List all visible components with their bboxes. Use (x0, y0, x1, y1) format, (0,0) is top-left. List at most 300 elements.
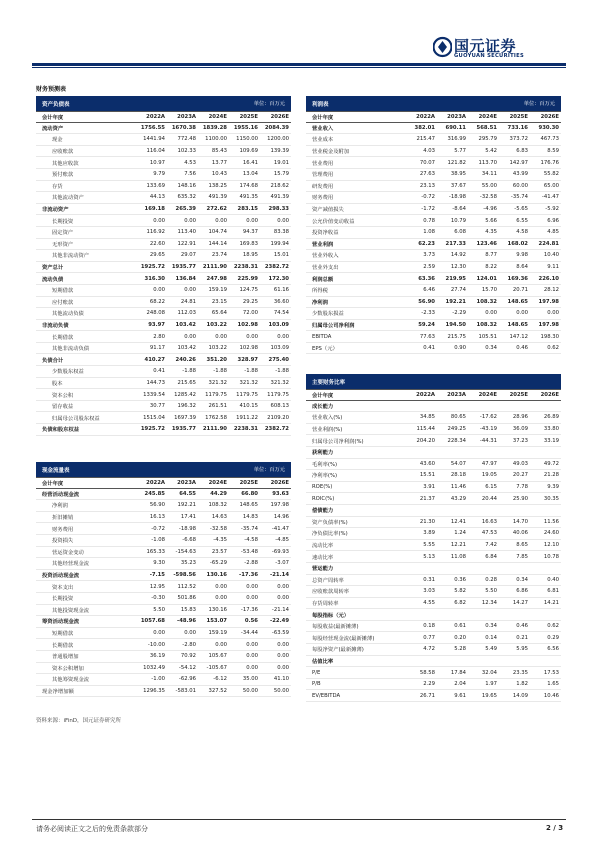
cell-value: 47.97 (481, 460, 497, 467)
cell-value: 103.22 (206, 321, 227, 328)
table-row (36, 343, 291, 355)
table-row (306, 424, 561, 436)
table-row (306, 146, 561, 158)
column-header: 2024E (478, 391, 497, 398)
table-row (36, 412, 291, 424)
cell-value: -0.30 (151, 595, 165, 602)
cell-value: 1179.75 (236, 391, 258, 398)
cell-value: 1179.75 (205, 391, 227, 398)
cell-value: 1057.68 (140, 618, 165, 625)
cell-value: 272.62 (206, 206, 227, 213)
column-header: 2023A (447, 113, 466, 120)
cell-value: 0.40 (547, 576, 559, 583)
cell-value: 50.00 (242, 687, 258, 694)
footer-rule (32, 819, 566, 820)
cell-value: 261.51 (208, 403, 227, 410)
cell-value: 32.04 (481, 669, 497, 676)
cash-flow-table (36, 462, 291, 697)
table-row (306, 656, 561, 668)
table-row (36, 674, 291, 686)
cell-value: 5.95 (516, 646, 528, 653)
cell-value: 328.97 (237, 356, 258, 363)
row-label: 归属母公司股东权益 (52, 415, 100, 422)
row-label: 资产负债率(%) (312, 519, 348, 526)
cell-value: 0.00 (277, 595, 289, 602)
cell-value: 1179.75 (267, 391, 289, 398)
cell-value: 26.71 (419, 692, 435, 699)
cell-value: 10.46 (543, 692, 559, 699)
cell-value: 83.38 (273, 229, 289, 236)
cell-value: 0.00 (277, 641, 289, 648)
section-title: 财务预测表 (36, 86, 67, 93)
cell-value: 3.91 (423, 484, 435, 491)
table-row (306, 667, 561, 679)
cell-value: -1.88 (213, 368, 227, 375)
cell-value: 11.08 (450, 553, 466, 560)
cell-value: -21.14 (271, 606, 289, 613)
cell-value: 12.95 (149, 583, 165, 590)
cell-value: 124.75 (239, 287, 258, 294)
cell-value: 0.41 (153, 368, 165, 375)
cell-value: 249.25 (447, 426, 466, 433)
cell-value: -62.96 (178, 676, 196, 683)
cell-value: 10.43 (211, 171, 227, 178)
cell-value: 108.32 (476, 321, 497, 328)
cell-value: 0.00 (153, 287, 165, 294)
row-label: 负债和股东权益 (42, 427, 80, 434)
table-row (36, 512, 291, 524)
financial-ratio-table (306, 374, 561, 702)
cell-value: 2.59 (423, 264, 435, 271)
cell-value: 14.70 (512, 518, 528, 525)
cell-value: 1925.72 (140, 426, 165, 433)
column-header: 2022A (416, 391, 435, 398)
cell-value: 121.82 (447, 159, 466, 166)
table-row (306, 157, 561, 169)
cell-value: 21.28 (543, 472, 559, 479)
cell-value: 0.00 (547, 310, 559, 317)
cell-value: 64.55 (179, 490, 196, 497)
cell-value: 7.78 (516, 484, 528, 491)
cell-value: 327.52 (208, 687, 227, 694)
cell-value: 9.30 (153, 560, 165, 567)
row-label: 投资净收益 (312, 230, 339, 237)
cell-value: 194.50 (445, 321, 466, 328)
table-title: 现金流量表 (42, 467, 70, 474)
row-label: 营运资金变动 (52, 549, 84, 556)
cell-value: 2.29 (423, 681, 435, 688)
column-header: 2024E (208, 479, 227, 486)
row-label: 毛利率(%) (312, 461, 338, 468)
cell-value: 16.13 (149, 514, 165, 521)
cell-value: 124.01 (476, 275, 497, 282)
cell-value: 108.32 (208, 502, 227, 509)
row-label: 流动比率 (312, 543, 334, 550)
cell-value: 1935.77 (171, 426, 196, 433)
cell-value: -7.15 (149, 572, 165, 579)
cell-value: 0.00 (246, 595, 258, 602)
cell-value: 275.40 (268, 356, 289, 363)
row-label: 净利润 (312, 299, 328, 306)
cell-value: -6.68 (182, 537, 196, 544)
cell-value: 2382.72 (264, 426, 289, 433)
cell-value: 1100.00 (205, 136, 227, 143)
cell-value: 4.35 (485, 229, 497, 236)
table-title-bar (306, 374, 561, 389)
row-label: 其他投资现金流 (52, 607, 90, 614)
row-label: 其他流动资产 (52, 195, 84, 202)
table-row (306, 563, 561, 575)
table-row (36, 500, 291, 512)
cell-value: 116.92 (146, 229, 165, 236)
cell-value: -154.63 (175, 548, 196, 555)
cell-value: 103.22 (208, 345, 227, 352)
row-label: EBITDA (312, 333, 332, 340)
table-row (306, 517, 561, 529)
cell-value: -2.29 (452, 310, 466, 317)
cell-value: -43.19 (479, 426, 497, 433)
row-label: 研发费用 (312, 183, 334, 190)
cell-value: 72.00 (242, 310, 258, 317)
cell-value: 28.12 (543, 287, 559, 294)
cell-value: 218.62 (270, 182, 289, 189)
row-label: 营业外收入 (312, 253, 339, 260)
cell-value: 0.34 (516, 576, 528, 583)
cell-value: 0.18 (423, 623, 435, 630)
cell-value: 103.42 (177, 345, 196, 352)
cell-value: 6.82 (454, 599, 466, 606)
cell-value: 123.46 (476, 240, 497, 247)
cell-value: 19.01 (273, 159, 289, 166)
row-label: 其他流动负债 (52, 311, 84, 318)
cell-value: 9.79 (153, 171, 165, 178)
table-row (306, 505, 561, 517)
table-row (36, 605, 291, 617)
cell-value: 196.32 (177, 403, 196, 410)
cell-value: 198.30 (540, 333, 559, 340)
cell-value: -0.72 (151, 525, 165, 532)
cell-value: -598.56 (173, 572, 196, 579)
table-row (306, 297, 561, 309)
table-row (36, 262, 291, 274)
cell-value: 41.10 (273, 676, 289, 683)
cell-value: 25.90 (512, 495, 528, 502)
logo-text: 国元证券 (454, 37, 517, 55)
table-row (306, 447, 561, 459)
row-label: 非流动资产 (42, 207, 69, 214)
cell-value: 0.14 (485, 634, 497, 641)
row-label: 营业税金及附加 (312, 149, 350, 156)
cell-value: 0.00 (153, 630, 165, 637)
cell-value: 0.46 (516, 345, 528, 352)
cell-value: 0.00 (246, 641, 258, 648)
cell-value: 491.35 (239, 194, 258, 201)
table-row (306, 644, 561, 656)
table-title-bar (36, 96, 291, 111)
cell-value: 14.96 (273, 514, 289, 521)
table-unit: 单位：百万元 (523, 101, 555, 107)
cell-value: 226.10 (538, 275, 559, 282)
balance-sheet-table (36, 96, 291, 436)
row-label: EPS（元） (312, 346, 338, 353)
cell-value: 142.97 (509, 159, 528, 166)
cell-value: -6.12 (213, 676, 227, 683)
cell-value: 148.65 (507, 321, 528, 328)
cell-value: 0.00 (184, 333, 196, 340)
cell-value: 199.94 (270, 240, 289, 247)
row-label: 净负债比率(%) (312, 531, 348, 538)
cell-value: 410.27 (144, 356, 165, 363)
cell-value: 7.56 (184, 171, 196, 178)
cell-value: 36.09 (512, 426, 528, 433)
table-row (36, 308, 291, 320)
table-row (36, 227, 291, 239)
cell-value: 247.98 (206, 275, 227, 282)
row-label: 营业收入 (312, 125, 334, 132)
header-rule (32, 63, 566, 66)
column-header: 会计年度 (312, 392, 334, 399)
cell-value: 14.27 (512, 599, 528, 606)
cell-value: -17.36 (239, 572, 258, 579)
table-row (306, 250, 561, 262)
cell-value: 382.01 (414, 124, 435, 131)
cell-value: 8.22 (485, 264, 497, 271)
cell-value: -8.64 (452, 206, 466, 213)
cell-value: 13.77 (211, 159, 227, 166)
cell-value: 59.24 (418, 321, 435, 328)
cell-value: 316.30 (144, 275, 165, 282)
row-label: 每股指标（元） (312, 612, 350, 619)
cell-value: 19.65 (481, 692, 497, 699)
cell-value: 0.34 (485, 623, 497, 630)
cell-value: 36.19 (149, 653, 165, 660)
cell-value: -18.98 (178, 525, 196, 532)
cell-value: 690.11 (445, 124, 466, 131)
row-label: 其他应收款 (52, 160, 79, 167)
table-row (36, 401, 291, 413)
cell-value: 68.22 (149, 298, 165, 305)
cell-value: 133.69 (146, 182, 165, 189)
cell-value: 0.00 (277, 583, 289, 590)
cell-value: 1911.22 (236, 414, 258, 421)
cell-value: -2.88 (244, 560, 258, 567)
cell-value: 1.08 (423, 229, 435, 236)
cell-value: 0.00 (277, 217, 289, 224)
cell-value: 635.32 (177, 194, 196, 201)
column-header: 2023A (177, 113, 196, 120)
column-header: 2023A (447, 391, 466, 398)
cell-value: 351.20 (206, 356, 227, 363)
cell-value: 1925.72 (140, 264, 165, 271)
cell-value: 0.00 (277, 333, 289, 340)
cell-value: 1032.49 (143, 664, 165, 671)
cell-value: 298.33 (268, 206, 289, 213)
cell-value: 0.00 (184, 287, 196, 294)
cell-value: 23.57 (211, 548, 227, 555)
table-row (36, 134, 291, 146)
table-row (306, 169, 561, 181)
cell-value: 30.35 (543, 495, 559, 502)
cell-value: 169.18 (144, 206, 165, 213)
cell-value: 43.99 (512, 171, 528, 178)
cell-value: 11.56 (543, 518, 559, 525)
table-row (36, 581, 291, 593)
table-row (36, 181, 291, 193)
cell-value: 43.60 (419, 460, 435, 467)
cell-value: 109.69 (239, 148, 258, 155)
cell-value: 1.82 (516, 681, 528, 688)
row-label: 营业外支出 (312, 265, 339, 272)
cell-value: 29.07 (180, 252, 196, 259)
cell-value: -10.00 (147, 641, 165, 648)
table-row (36, 169, 291, 181)
table-row (36, 250, 291, 262)
row-label: 利润总额 (312, 276, 334, 283)
row-label: 少数股东权益 (52, 369, 84, 376)
cell-value: 23.74 (211, 252, 227, 259)
row-label: 应收账款周转率 (312, 589, 350, 596)
row-label: 非流动负债 (42, 322, 69, 329)
cell-value: 0.00 (184, 630, 196, 637)
cell-value: 21.37 (419, 495, 435, 502)
table-row (36, 204, 291, 216)
row-label: 少数股东损益 (312, 311, 344, 318)
cell-value: 14.83 (242, 514, 258, 521)
cell-value: 2111.90 (202, 264, 227, 271)
cell-value: 4.03 (423, 148, 435, 155)
cell-value: 165.33 (146, 548, 165, 555)
cell-value: 15.01 (273, 252, 289, 259)
table-row (36, 663, 291, 675)
cell-value: 144.73 (146, 379, 165, 386)
cell-value: 21.30 (419, 518, 435, 525)
cell-value: 102.98 (239, 345, 258, 352)
row-label: 净利润 (52, 503, 68, 510)
cell-value: 8.64 (516, 264, 528, 271)
column-header: 2025E (509, 391, 528, 398)
column-header: 2025E (509, 113, 528, 120)
column-header: 2026E (540, 391, 559, 398)
cell-value: -65.29 (209, 560, 227, 567)
cell-value: 136.84 (175, 275, 196, 282)
cell-value: 1955.16 (233, 124, 258, 131)
cell-value: 0.90 (454, 345, 466, 352)
cell-value: 0.00 (246, 653, 258, 660)
cell-value: 0.78 (423, 217, 435, 224)
table-row (36, 535, 291, 547)
cell-value: 19.05 (481, 472, 497, 479)
table-row (36, 378, 291, 390)
cell-value: 373.72 (509, 136, 528, 143)
guoyuan-logo-icon (433, 35, 452, 59)
cell-value: 10.97 (149, 159, 165, 166)
cell-value: -48.96 (177, 618, 196, 625)
cell-value: 26.89 (543, 414, 559, 421)
cell-value: 6.55 (516, 217, 528, 224)
cell-value: 410.15 (239, 403, 258, 410)
cell-value: 44.13 (149, 194, 165, 201)
cell-value: 1296.35 (143, 687, 165, 694)
cell-value: 0.00 (277, 664, 289, 671)
cell-value: 10.79 (450, 217, 466, 224)
cell-value: 55.82 (543, 171, 559, 178)
cell-value: 148.16 (177, 182, 196, 189)
table-row (36, 639, 291, 651)
cell-value: 113.70 (478, 159, 497, 166)
cell-value: 169.36 (507, 275, 528, 282)
cell-value: 0.00 (246, 583, 258, 590)
row-label: 资产减值损失 (312, 207, 344, 214)
cell-value: 2109.20 (267, 414, 289, 421)
cell-value: 6.86 (516, 588, 528, 595)
row-label: 资本公积 (52, 392, 74, 399)
cell-value: 24.60 (543, 530, 559, 537)
cell-value: 1935.77 (171, 264, 196, 271)
cell-value: 0.00 (485, 310, 497, 317)
cell-value: 17.53 (543, 669, 559, 676)
cell-value: 5.13 (423, 553, 435, 560)
cell-value: 2382.72 (264, 264, 289, 271)
cell-value: 5.50 (485, 588, 497, 595)
cell-value: 23.13 (419, 182, 435, 189)
cell-value: 70.92 (180, 653, 196, 660)
table-header-row (306, 389, 561, 401)
cell-value: 15.83 (180, 606, 196, 613)
table-row (36, 558, 291, 570)
cell-value: 4.85 (547, 229, 559, 236)
cell-value: 148.65 (239, 502, 258, 509)
table-row (306, 401, 561, 413)
cell-value: 228.34 (447, 437, 466, 444)
cell-value: 265.39 (175, 206, 196, 213)
row-label: 资本支出 (52, 584, 74, 591)
row-label: 其他经营现金流 (52, 561, 90, 568)
table-row (306, 285, 561, 297)
table-row (306, 412, 561, 424)
cell-value: 0.34 (485, 345, 497, 352)
cell-value: 43.29 (450, 495, 466, 502)
row-label: 营业费用 (312, 160, 334, 167)
cell-value: 153.07 (206, 618, 227, 625)
cell-value: -4.58 (244, 537, 258, 544)
cell-value: 4.72 (423, 646, 435, 653)
cell-value: -17.36 (240, 606, 258, 613)
row-label: 留存收益 (52, 404, 74, 411)
table-row (36, 320, 291, 332)
cell-value: 8.77 (485, 252, 497, 259)
cell-value: 1697.39 (174, 414, 196, 421)
cell-value: 17.41 (180, 514, 196, 521)
disclaimer-note: 请务必阅读正文之后的免责条款部分 (36, 825, 148, 833)
table-title-bar (36, 462, 291, 477)
row-label: 营业收入(%) (312, 415, 343, 422)
data-source-note: 资料来源：iFinD，国元证券研究所 (36, 718, 122, 724)
cell-value: 174.68 (239, 182, 258, 189)
table-row (306, 482, 561, 494)
row-label: 每股收益(最新摊薄) (312, 624, 359, 631)
table-row (306, 575, 561, 587)
cell-value: 147.12 (509, 333, 528, 340)
row-label: 营业利润(%) (312, 427, 343, 434)
row-label: 营运能力 (312, 566, 334, 573)
table-row (306, 227, 561, 239)
cell-value: 15.51 (419, 472, 435, 479)
table-row (306, 609, 561, 621)
cell-value: 215.65 (177, 379, 196, 386)
cell-value: 0.20 (454, 634, 466, 641)
cell-value: 0.00 (246, 333, 258, 340)
cell-value: 5.49 (485, 646, 497, 653)
